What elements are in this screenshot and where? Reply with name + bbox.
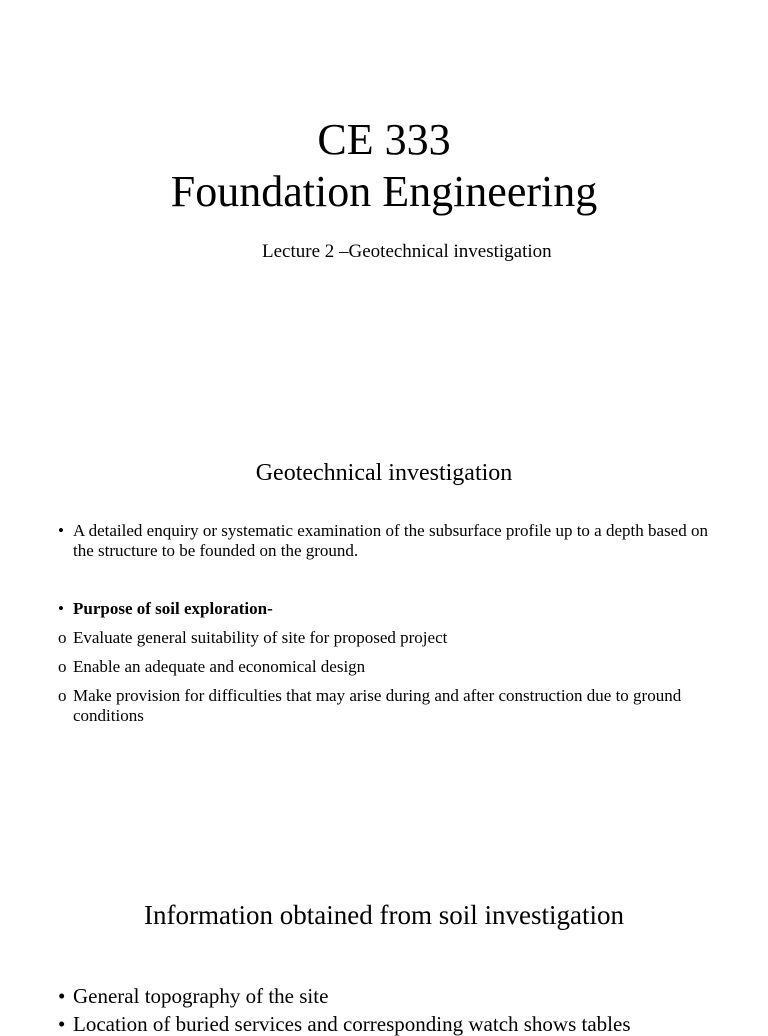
bullet-icon: •	[58, 599, 64, 618]
bullet-icon: •	[58, 521, 64, 540]
information-text: General topography of the site	[73, 984, 329, 1008]
list-item-purpose-heading	[58, 599, 728, 619]
list-item-information	[58, 984, 748, 1008]
purpose-text: Make provision for difficulties that may arise during and after construction due to ground conditions	[73, 686, 682, 725]
list-item-purpose	[58, 657, 728, 677]
list-item-purpose	[58, 628, 728, 648]
information-text: Location of buried services and corresponding watch shows tables	[73, 1012, 631, 1036]
bullet-icon: •	[58, 984, 66, 1008]
circle-bullet-icon: o	[58, 686, 67, 705]
purpose-heading: Purpose of soil exploration-	[73, 599, 273, 618]
purpose-text: Evaluate general suitability of site for proposed project	[73, 628, 448, 647]
slide-heading-information-obtained: Information obtained from soil investigation	[144, 900, 624, 930]
course-code: CE 333	[317, 115, 451, 164]
definition-text: A detailed enquiry or systematic examination of the subsurface profile up to a depth based on the structure to be founded on the ground.	[73, 521, 708, 560]
circle-bullet-icon: o	[58, 657, 67, 676]
course-title: Foundation Engineering	[170, 167, 598, 216]
lecture-subtitle: Lecture 2 –Geotechnical investigation	[262, 241, 552, 262]
bullet-icon: •	[58, 1012, 66, 1036]
title-slide	[0, 114, 768, 218]
list-item-definition	[58, 521, 728, 561]
purpose-text: Enable an adequate and economical design	[73, 657, 366, 676]
list-item-purpose	[58, 686, 728, 726]
circle-bullet-icon: o	[58, 628, 67, 647]
slide-heading-geotechnical-investigation: Geotechnical investigation	[255, 460, 513, 486]
list-item-information	[58, 1012, 748, 1036]
